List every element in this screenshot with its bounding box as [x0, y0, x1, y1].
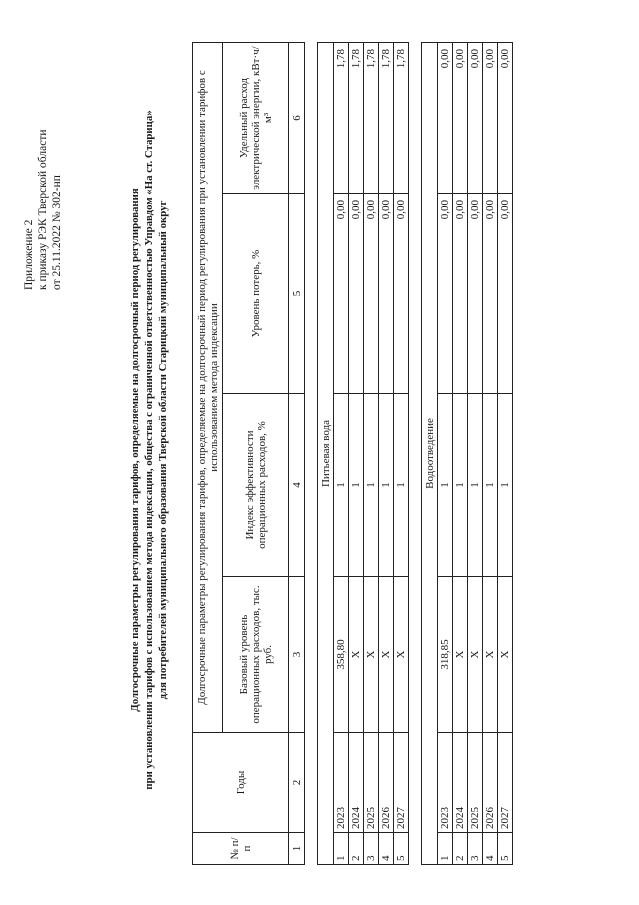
column-number-row: [289, 42, 305, 864]
column-number: 6: [289, 42, 305, 193]
cell-energy: 1,78: [349, 42, 364, 193]
table-row: [394, 42, 409, 864]
cell-index: 1: [483, 394, 498, 577]
cell-index: 1: [453, 394, 468, 577]
cell-base: X: [453, 577, 468, 733]
cell-base: X: [379, 577, 394, 733]
table-row: [438, 42, 453, 864]
cell-index: 1: [394, 394, 409, 577]
cell-year: 2025: [468, 733, 483, 833]
cell-losses: 0,00: [379, 194, 394, 394]
cell-num: 2: [453, 833, 468, 865]
cell-year: 2026: [483, 733, 498, 833]
table-row: [364, 42, 379, 864]
cell-base: X: [468, 577, 483, 733]
cell-base: X: [364, 577, 379, 733]
tariff-parameters-table: [192, 42, 513, 865]
cell-energy: 0,00: [498, 42, 513, 193]
cell-base: X: [483, 577, 498, 733]
cell-energy: 0,00: [483, 42, 498, 193]
column-number: 1: [289, 833, 305, 865]
title-line: Долгосрочные параметры регулирования тарифов, определяемые на долгосрочный период регулирования: [129, 188, 141, 712]
appendix-line: от 25.11.2022 № 302-нп: [51, 175, 63, 290]
cell-energy: 1,78: [364, 42, 379, 193]
cell-num: 3: [364, 833, 379, 865]
cell-num: 3: [468, 833, 483, 865]
spacer-row: [305, 42, 318, 864]
header-group: Долгосрочные параметры регулирования тарифов, определяемые на долгосрочный период регулирования при установлении тарифов с использованием метода индексации: [193, 42, 223, 732]
cell-base: X: [394, 577, 409, 733]
cell-base: X: [349, 577, 364, 733]
cell-losses: 0,00: [394, 194, 409, 394]
table-row: [483, 42, 498, 864]
cell-index: 1: [349, 394, 364, 577]
cell-base: 358,80: [334, 577, 349, 733]
cell-energy: 0,00: [438, 42, 453, 193]
appendix-line: к приказу РЭК Тверской области: [37, 129, 49, 290]
cell-year: 2026: [379, 733, 394, 833]
table-row: [498, 42, 513, 864]
cell-base: 318,85: [438, 577, 453, 733]
cell-energy: 1,78: [379, 42, 394, 193]
cell-losses: 0,00: [364, 194, 379, 394]
cell-energy: 1,78: [394, 42, 409, 193]
table-row: [468, 42, 483, 864]
section-title: Водоотведение: [422, 42, 438, 864]
header-base: Базовый уровень операционных расходов, тыс. руб.: [223, 577, 289, 733]
section-row: [318, 42, 334, 864]
cell-losses: 0,00: [334, 194, 349, 394]
cell-num: 5: [394, 833, 409, 865]
column-number: 2: [289, 733, 305, 833]
appendix-line: Приложение 2: [23, 219, 35, 290]
cell-losses: 0,00: [498, 194, 513, 394]
header-row: [193, 42, 223, 864]
cell-base: X: [498, 577, 513, 733]
cell-num: 1: [438, 833, 453, 865]
title-line: для потребителей муниципального образования Тверской области Старицкий муниципальный округ: [157, 200, 169, 700]
cell-year: 2027: [394, 733, 409, 833]
table-row: [334, 42, 349, 864]
cell-year: 2023: [334, 733, 349, 833]
cell-losses: 0,00: [438, 194, 453, 394]
cell-year: 2027: [498, 733, 513, 833]
cell-year: 2024: [349, 733, 364, 833]
cell-energy: 0,00: [468, 42, 483, 193]
header-energy: Удельный расход электрической энергии, кВт·ч/м³: [223, 42, 289, 193]
cell-energy: 0,00: [453, 42, 468, 193]
spacer-row: [409, 42, 422, 864]
cell-num: 4: [483, 833, 498, 865]
table-row: [379, 42, 394, 864]
cell-index: 1: [498, 394, 513, 577]
cell-index: 1: [364, 394, 379, 577]
cell-num: 2: [349, 833, 364, 865]
cell-year: 2024: [453, 733, 468, 833]
document-title: [128, 90, 170, 810]
cell-losses: 0,00: [483, 194, 498, 394]
cell-year: 2023: [438, 733, 453, 833]
cell-index: 1: [438, 394, 453, 577]
column-number: 3: [289, 577, 305, 733]
appendix-note: [22, 60, 64, 290]
cell-index: 1: [468, 394, 483, 577]
header-years: Годы: [193, 733, 289, 833]
cell-year: 2025: [364, 733, 379, 833]
section-title: Питьевая вода: [318, 42, 334, 864]
cell-losses: 0,00: [349, 194, 364, 394]
table-row: [349, 42, 364, 864]
cell-energy: 1,78: [334, 42, 349, 193]
column-number: 5: [289, 194, 305, 394]
cell-index: 1: [379, 394, 394, 577]
header-index: Индекс эффективности операционных расходов, %: [223, 394, 289, 577]
column-number: 4: [289, 394, 305, 577]
cell-num: 1: [334, 833, 349, 865]
section-row: [422, 42, 438, 864]
header-losses: Уровень потерь, %: [223, 194, 289, 394]
header-num: № п/п: [193, 833, 289, 865]
table-row: [453, 42, 468, 864]
cell-index: 1: [334, 394, 349, 577]
cell-losses: 0,00: [468, 194, 483, 394]
cell-losses: 0,00: [453, 194, 468, 394]
cell-num: 5: [498, 833, 513, 865]
cell-num: 4: [379, 833, 394, 865]
title-line: при установлении тарифов с использованием метода индексации, общества с ограниченной ответственностью Управдом «На ст. Старица»: [143, 110, 155, 790]
